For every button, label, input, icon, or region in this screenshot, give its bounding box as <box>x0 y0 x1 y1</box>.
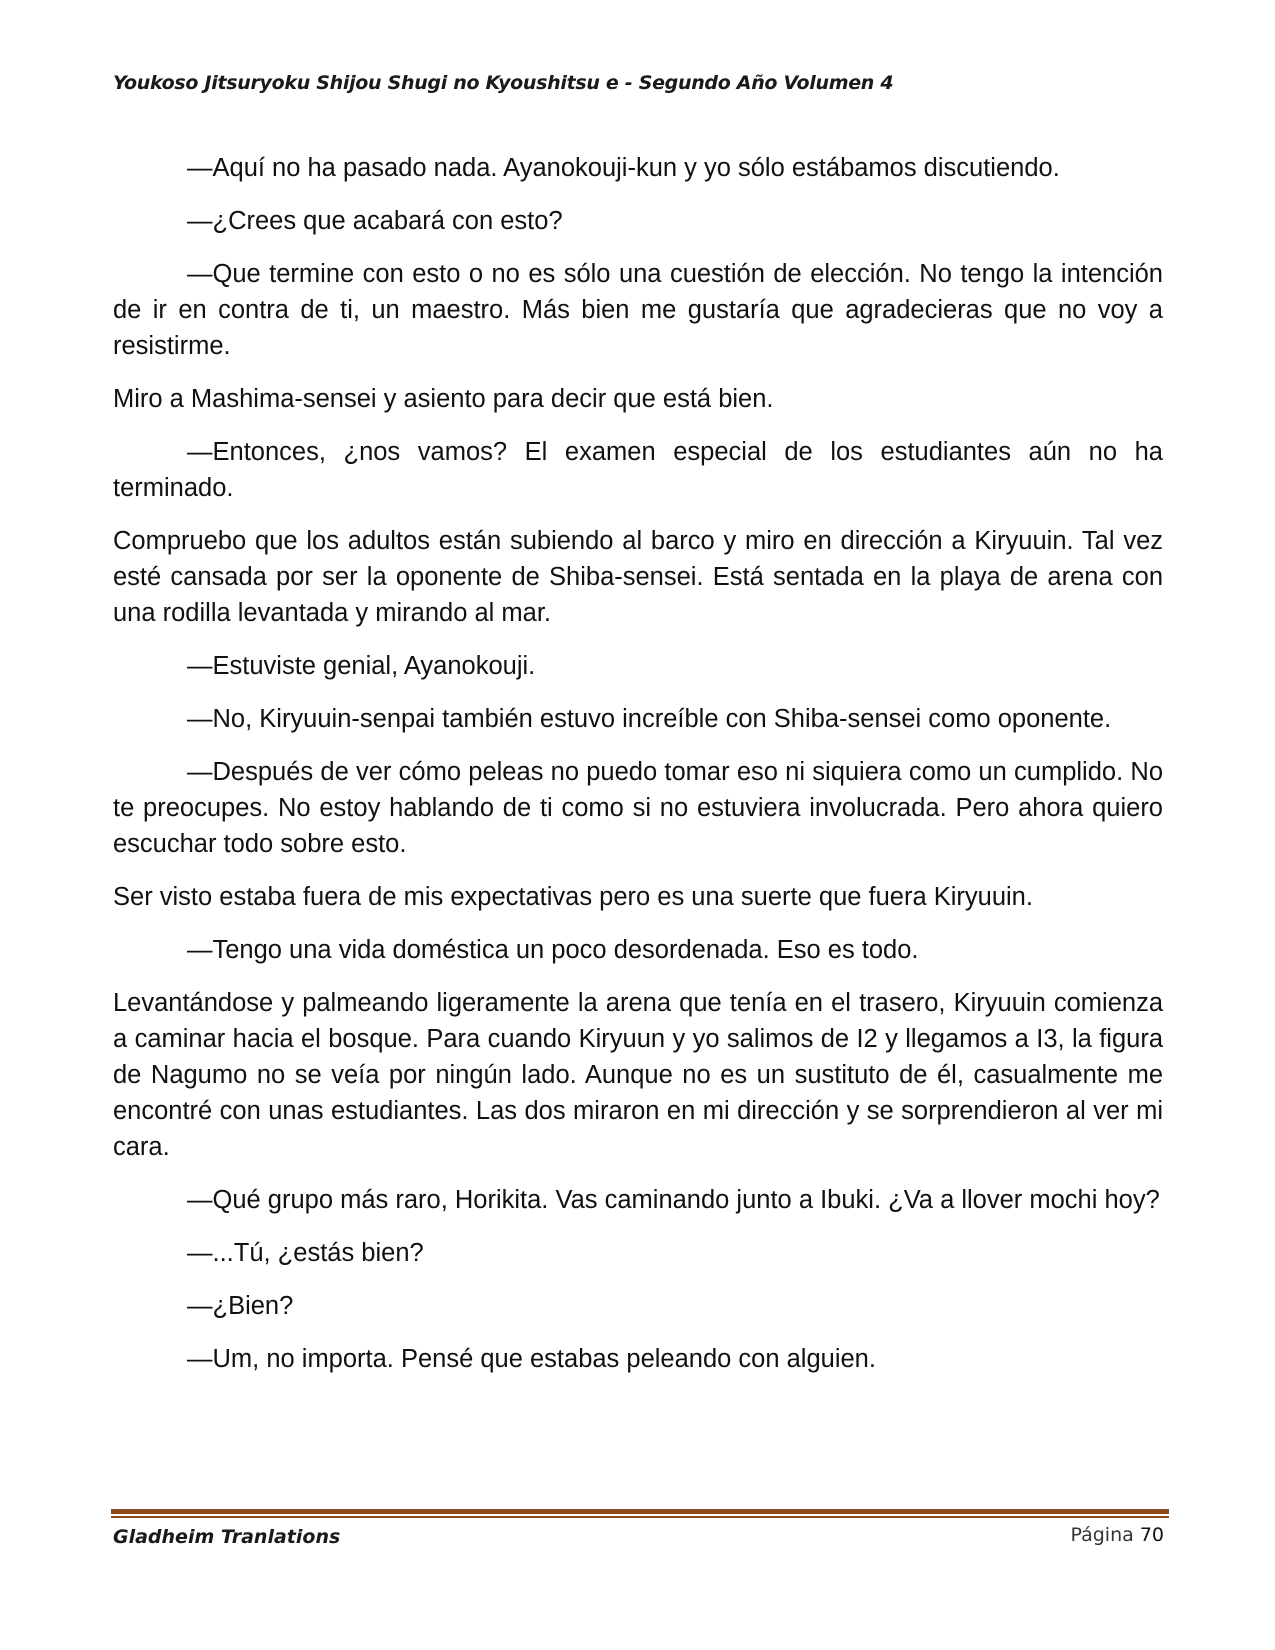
footer-divider <box>111 1509 1169 1518</box>
footer-page-indicator <box>1070 1524 1164 1546</box>
paragraph: —¿Crees que acabará con esto? <box>187 207 563 235</box>
paragraph: —Entonces, ¿nos vamos? El examen especial de los estudiantes aún no ha terminado. <box>113 438 1163 502</box>
paragraph: —Aquí no ha pasado nada. Ayanokouji-kun y yo sólo estábamos discutiendo. <box>187 154 1060 182</box>
footer-divider-thick <box>111 1509 1169 1514</box>
paragraph: —Después de ver cómo peleas no puedo tomar eso ni siquiera como un cumplido. No te preocupes. No estoy hablando de ti como si no estuviera involucrada. Pero ahora quiero escuchar todo sobre esto. <box>113 758 1163 858</box>
paragraph: —¿Bien? <box>187 1292 294 1320</box>
paragraph: Levantándose y palmeando ligeramente la arena que tenía en el trasero, Kiryuuin comienza a caminar hacia el bosque. Para cuando Kiryuun y yo salimos de I2 y llegamos a I3, la figura de Nagumo no se veía por ningún lado. Aunque no es un sustituto de él, casualmente me encontré con unas estudiantes. Las dos miraron en mi dirección y se sorprendieron al ver mi cara. <box>113 989 1163 1161</box>
paragraph: —Qué grupo más raro, Horikita. Vas caminando junto a Ibuki. ¿Va a llover mochi hoy? <box>187 1186 1160 1214</box>
paragraph: —...Tú, ¿estás bien? <box>187 1239 424 1267</box>
page-label: Página <box>1070 1524 1134 1546</box>
footer-divider-thin <box>111 1516 1169 1518</box>
page-header-title: Youkoso Jitsuryoku Shijou Shugi no Kyoushitsu e - Segundo Año Volumen 4 <box>113 72 894 94</box>
paragraph: —Um, no importa. Pensé que estabas peleando con alguien. <box>187 1345 876 1373</box>
footer-publisher: Gladheim Tranlations <box>113 1526 341 1548</box>
paragraph: —Estuviste genial, Ayanokouji. <box>187 652 536 680</box>
paragraph: —Tengo una vida doméstica un poco desordenada. Eso es todo. <box>187 936 919 964</box>
paragraph: —No, Kiryuuin-senpai también estuvo increíble con Shiba-sensei como oponente. <box>187 705 1112 733</box>
paragraph: Miro a Mashima-sensei y asiento para decir que está bien. <box>113 385 774 413</box>
page-number: 70 <box>1139 1524 1164 1546</box>
paragraph: Ser visto estaba fuera de mis expectativas pero es una suerte que fuera Kiryuuin. <box>113 883 1033 911</box>
paragraph: Compruebo que los adultos están subiendo al barco y miro en dirección a Kiryuuin. Tal vez esté cansada por ser la oponente de Shiba-sensei. Está sentada en la playa de arena con una rodilla levantada y mirando al mar. <box>113 527 1163 627</box>
page-body <box>113 150 1163 1394</box>
paragraph: —Que termine con esto o no es sólo una cuestión de elección. No tengo la intención de ir en contra de ti, un maestro. Más bien me gustaría que agradecieras que no voy a resistirme. <box>113 260 1163 360</box>
